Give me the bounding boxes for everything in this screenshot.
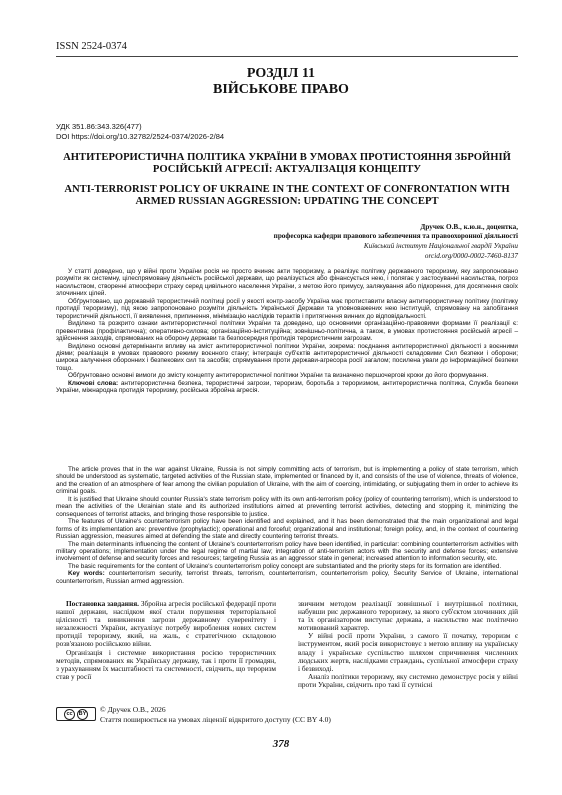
abstract-en-paragraph: The main determinants influencing the content of Ukraine's counterterrorism policy have been identified, in particular: combining counterterrorism activities with military operations; implementation under the legal regime of martial law; integration of anti-terrorism actors with the security and defense forces; extensive involvement of defense and security forces and resources; targeting Russia as an aggressor state in general; increased attention to information security, etc. bbox=[56, 540, 518, 563]
copyright-notice: © Дручек О.В., 2026 bbox=[100, 705, 166, 714]
author-affiliation: Київський інститут Національної гвардії України bbox=[363, 242, 518, 250]
abstract-ua-paragraph: У статті доведено, що у війні проти України росія не просто вчиняє акти тероризму, а реалізує політику державного тероризму, яку запропоновано розуміти як системну, цілеспрямовану діяльність російської держави, що реалізується або фінансується нею, і полягає у застосуванні насильства, погроз насильством, створенні атмосфери страху серед цивільного населення України, з метою його примусу, залякування або підкорення, для досягнення своїх злочинних цілей. bbox=[56, 268, 518, 298]
keywords-en-label: Key words: bbox=[68, 570, 105, 578]
keywords-ua-text: антитерористична безпека, терористичні загрози, тероризм, боротьба з тероризмом, антитерористична політика, Служба безпеки України, міжнародна протидія тероризму, російська збройна агресія. bbox=[56, 379, 518, 395]
section-title: ВІЙСЬКОВЕ ПРАВО bbox=[213, 82, 349, 97]
body-paragraph: У війні росії проти України, з самого її початку, тероризм є інструментом, який росія використовує з метою впливу на українську владу і українське суспільство шляхом спричинення численних людських жертв, наслідками страждань, суспільної атмосфери страху і безвиході. bbox=[298, 631, 518, 673]
abstract-ua-paragraph: Виділено та розкрито ознаки антитерористичної політики України та доведено, що основними організаційно-правовими формами її реалізації є: превентивна (профілактична); оперативно-силова; організаційно-інституційна; зовнішньо-політична, а також, в умовах протистояння російській агресії – здійснення заходів, спрямованих на оборону держави та безпосередня протидія терористичним загрозам. bbox=[56, 320, 518, 343]
page-number: 378 bbox=[272, 738, 290, 750]
abstract-en-paragraph: The article proves that in the war against Ukraine, Russia is not simply committing acts of terrorism, but is implementing a policy of state terrorism, which should be understood as systematic, targeted activities of the Russian state, implemented or financed by it, and consists of the use of violence, threats of violence, and the creation of an atmosphere of fear among the civilian population of Ukraine, with the aim of coercing, intimidating, or subjugating them in order to achieve its criminal goals. bbox=[56, 466, 518, 496]
doi-link[interactable]: DOI https://doi.org/10.32782/2524-0374/2026-2/84 bbox=[56, 132, 225, 141]
abstract-ua-paragraph: Обґрунтовано, що державній терористичній політиці росії у якості контр-засобу Україна має протиставити власну антитерористичну політику (політику протидії тероризму), під якою запропоновано розуміти діяльність Української Держави та уповноважених нею інституцій, спрямовану на запобігання терористичній діяльності, її виявлення, припинення, мінімізацію наслідків терактів і притягнення винних до відповідальності. bbox=[56, 297, 518, 320]
abstract-en bbox=[56, 466, 518, 585]
body-paragraph: Аналіз політики тероризму, яку системно демонструє росія у війні проти України, свідчить про такі її сутнісні bbox=[298, 671, 518, 689]
body-paragraph: звичним методом реалізації зовнішньої і внутрішньої політики, набувши рис державного тероризму, за якого суб'єктом злочинних дій та їх організатором виступає держава, а насильство має політично мотивований характер. bbox=[298, 599, 518, 633]
abstract-en-paragraph: It is justified that Ukraine should counter Russia's state terrorism policy with its own anti-terrorism policy (policy of countering terrorism), which is understood to mean the activities of the Ukrainian state and its authorized institutions aimed at preventing terrorist activities, detecting and stopping it, minimizing the consequences of terrorist attacks, and bringing those responsible to justice. bbox=[56, 495, 518, 518]
abstract-ua-paragraph: Виділено основні детермінанти впливу на зміст антитерористичної політики України, зокрема: поєднання антитерористичної діяльності з воєнними діями; реалізація в умовах правового режиму воєнного стану; інтеграція суб'єктів антитерористичної діяльності складовими Сил безпеки і оборони; широка залучення оборонних і безпекових сил та засобів; спрямування проти держави-агресора росії загалом; посилена уваги до інформаційної безпеки тощо. bbox=[56, 342, 518, 372]
problem-statement-heading: Постановка завдання. bbox=[66, 599, 139, 608]
abstract-ua bbox=[56, 268, 518, 395]
creative-commons-icon: cc bbox=[64, 709, 75, 720]
udc-code: УДК 351.86:343.326(477) bbox=[56, 122, 142, 131]
license-text: Стаття поширюється на умовах ліцензії відкритого доступу (CC BY 4.0) bbox=[100, 715, 331, 724]
keywords-en bbox=[56, 570, 518, 585]
article-title-en: ANTI-TERRORIST POLICY OF UKRAINE IN THE CONTEXT OF CONFRONTATION WITH ARMED RUSSIAN AGGRESSION: UPDATING THE CONCEPT bbox=[64, 184, 510, 207]
header-rule bbox=[56, 56, 518, 57]
attribution-icon: BY bbox=[77, 709, 88, 720]
article-title-ua: АНТИТЕРОРИСТИЧНА ПОЛІТИКА УКРАЇНИ В УМОВАХ ПРОТИСТОЯННЯ ЗБРОЙНІЙ РОСІЙСЬКІЙ АГРЕСІЇ: АКТУАЛІЗАЦІЯ КОНЦЕПТУ bbox=[63, 152, 511, 175]
author-name: Дручек О.В., к.ю.н., доцентка, bbox=[420, 223, 518, 231]
body-text: Збройна агресія російської федерації проти нашої держави, наслідком якої стали порушення територіальної цілісності та виникнення загрози державному суверенітету і незалежності України, актуалізує потребу вироблення нових систем протидії тероризму, який, на жаль, є стратегічною складовою розв'язаною російською війни. bbox=[56, 599, 276, 649]
abstract-en-paragraph: The basic requirements for the content of Ukraine's counterterrorism policy concept are substantiated and the priority steps for its formation are identified. bbox=[68, 562, 502, 570]
keywords-ua-label: Ключові слова: bbox=[68, 379, 119, 387]
issn: ISSN 2524-0374 bbox=[56, 41, 127, 52]
keywords-ua bbox=[56, 380, 518, 395]
body-column-left bbox=[56, 600, 276, 681]
body-paragraph: Організація і системне використання росією терористичних методів, спрямованих як Українську державу, так і проти її громадян, з урахуванням їх масштабності та системності, свідчить, що тероризм став у росії bbox=[56, 647, 276, 681]
keywords-en-text: counterterrorism security, terrorist threats, terrorism, counterterrorism, counterterrorism policy, Security Service of Ukraine, international counterterrorism, Russian armed aggression. bbox=[56, 570, 518, 585]
abstract-en-paragraph: The features of Ukraine's counterterrorism policy have been identified and explained, and it has been demonstrated that the main organizational and legal forms of its implementation are: preventive (prophylactic); operational and forceful; organizational and institutional; foreign policy, and, in the context of countering Russian aggression, measures aimed at defending the state and directly countering terrorist threats. bbox=[56, 518, 518, 541]
cc-by-badge[interactable] bbox=[56, 707, 96, 721]
abstract-ua-paragraph: Обґрунтовано основні вимоги до змісту концепту антитерористичної політики України та визначено першочергові кроки до його формування. bbox=[68, 372, 489, 380]
body-paragraph bbox=[56, 600, 276, 649]
author-position: професорка кафедри правового забезпечення та правоохоронної діяльності bbox=[273, 232, 518, 240]
body-column-right bbox=[298, 600, 518, 689]
author-orcid[interactable]: orcid.org/0000-0002-7460-8137 bbox=[424, 252, 518, 260]
section-number: РОЗДІЛ 11 bbox=[246, 66, 316, 81]
